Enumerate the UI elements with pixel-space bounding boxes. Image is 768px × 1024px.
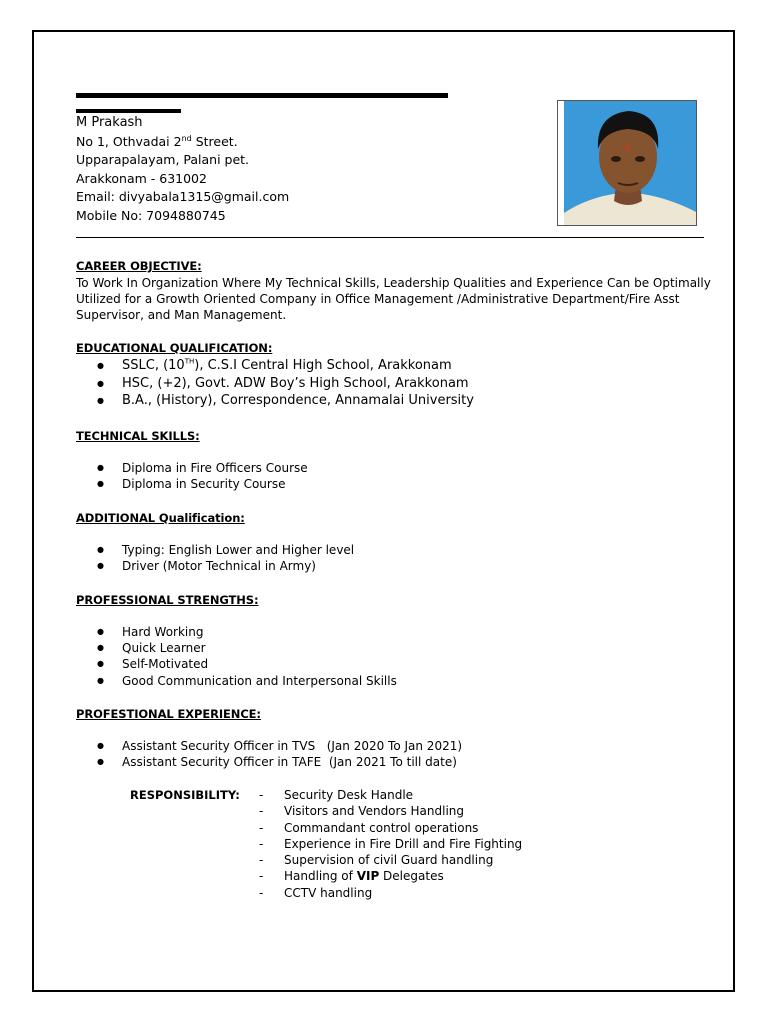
list-item: - Supervision of civil Guard handling <box>259 852 522 868</box>
education-heading: EDUCATIONAL QUALIFICATION: <box>76 341 273 355</box>
header-separator <box>76 237 704 238</box>
profile-photo <box>557 100 697 226</box>
address-line-3: Arakkonam - 631002 <box>76 170 207 186</box>
list-item: - CCTV handling <box>259 885 522 901</box>
education-list <box>76 357 474 410</box>
person-photo-icon <box>558 101 697 226</box>
list-item: ● Diploma in Fire Officers Course <box>76 460 308 476</box>
list-item: ● SSLC, (10TH), C.S.I Central High School, Arakkonam <box>76 357 474 375</box>
list-item: - Visitors and Vendors Handling <box>259 803 522 819</box>
mobile-line: Mobile No: 7094880745 <box>76 207 226 223</box>
list-item: ● Assistant Security Officer in TVS (Jan 2020 To Jan 2021) <box>76 738 462 754</box>
technical-skills-heading: TECHNICAL SKILLS: <box>76 429 200 443</box>
list-item: ● Typing: English Lower and Higher level <box>76 542 354 558</box>
list-item: ● Self-Motivated <box>76 656 397 672</box>
career-objective-text: To Work In Organization Where My Technical Skills, Leadership Qualities and Experience Can be Optimally Utilized for a Growth Oriented Company in Office Management /Administrative Department/Fire Asst Supervisor, and Man Management. <box>76 276 711 322</box>
list-item: - Commandant control operations <box>259 820 522 836</box>
list-item: ● Hard Working <box>76 624 397 640</box>
experience-heading: PROFESTIONAL EXPERIENCE: <box>76 707 261 721</box>
strengths-heading: PROFESSIONAL STRENGTHS: <box>76 593 259 607</box>
candidate-name: M Prakash <box>76 115 143 130</box>
list-item: ● HSC, (+2), Govt. ADW Boy’s High School, Arakkonam <box>76 375 474 393</box>
responsibility-label: RESPONSIBILITY: <box>130 788 240 802</box>
list-item: - Experience in Fire Drill and Fire Fighting <box>259 836 522 852</box>
address-line-1: No 1, Othvadai 2nd Street. <box>76 133 238 149</box>
list-item: ● Good Communication and Interpersonal Skills <box>76 673 397 689</box>
short-rule <box>76 109 181 113</box>
technical-skills-list <box>76 460 308 492</box>
experience-list <box>76 738 462 770</box>
list-item: - Security Desk Handle <box>259 787 522 803</box>
additional-qualification-heading: ADDITIONAL Qualification: <box>76 511 245 525</box>
list-item: - Handling of VIP Delegates <box>259 868 522 884</box>
email-line[interactable]: Email: divyabala1315@gmail.com <box>76 189 290 204</box>
responsibility-list <box>259 787 522 901</box>
list-item: ● B.A., (History), Correspondence, Annamalai University <box>76 392 474 410</box>
contact-block <box>76 114 289 225</box>
list-item: ● Diploma in Security Course <box>76 476 308 492</box>
list-item: ● Quick Learner <box>76 640 397 656</box>
strengths-list <box>76 624 397 689</box>
list-item: ● Assistant Security Officer in TAFE (Jan 2021 To till date) <box>76 754 462 770</box>
address-line-2: Upparapalayam, Palani pet. <box>76 152 250 167</box>
list-item: ● Driver (Motor Technical in Army) <box>76 558 354 574</box>
additional-qualification-list <box>76 542 354 574</box>
career-objective-heading: CAREER OBJECTIVE: <box>76 259 202 273</box>
top-rule <box>76 93 448 98</box>
